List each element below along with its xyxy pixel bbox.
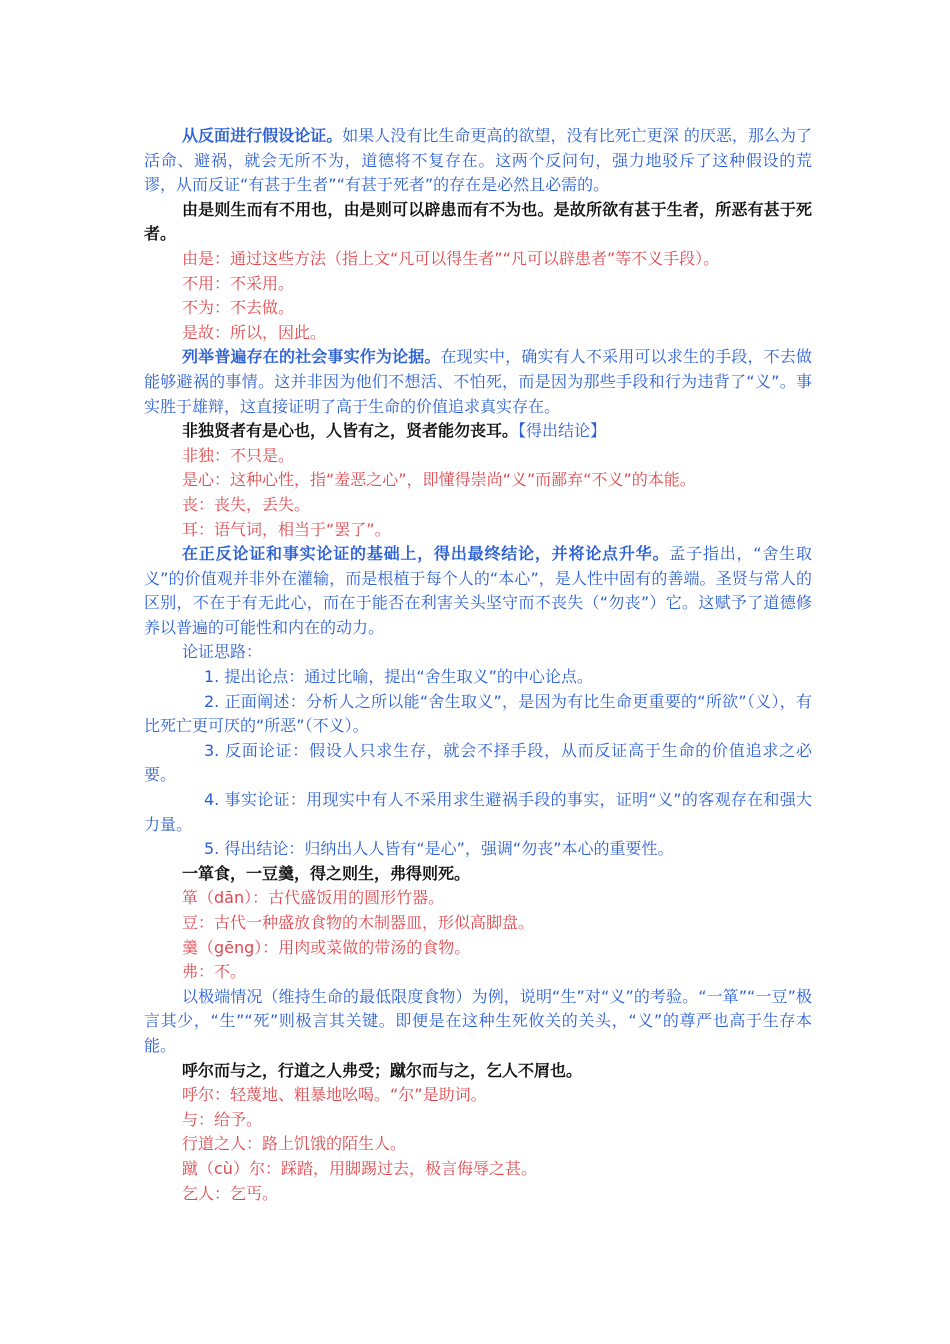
text-run: 豆：古代一种盛放食物的木制器皿，形似高脚盘。	[182, 913, 535, 932]
paragraph	[144, 296, 812, 321]
paragraph	[144, 739, 812, 788]
paragraph	[144, 837, 812, 862]
text-run: 呼尔而与之，行道之人弗受；蹴尔而与之，乞人不屑也。	[182, 1060, 583, 1080]
text-run: 是故：所以，因此。	[182, 322, 327, 342]
text-run: 一箪食，一豆羹，得之则生，弗得则死。	[182, 863, 471, 883]
text-run: 5. 得出结论：归纳出人人皆有“是心”，强调“勿丧”本心的重要性。	[204, 839, 674, 859]
text-run: 非独贤者有是心也，人皆有之，贤者能勿丧耳。	[182, 421, 519, 441]
paragraph	[144, 1059, 812, 1084]
text-run: 【得出结论】	[518, 421, 607, 441]
document-body	[144, 124, 812, 1206]
paragraph	[144, 640, 812, 665]
text-run: 蹴（cù）尔：踩踏，用脚踢过去，极言侮辱之甚。	[182, 1158, 537, 1178]
paragraph	[144, 345, 812, 419]
text-run: 羹（gēng）：用肉或菜做的带汤的食物。	[182, 937, 471, 957]
paragraph	[144, 886, 812, 911]
text-run: 如果人没有比生命更高的欲望，没有比死亡更深 的厌恶，那么为了活命、避祸，就会无所不为，道德将不复存在。这两个反问句，强力地驳斥了这种假设的荒谬，从而反证“有甚于生者”“有甚于死者”的存在是必然且必需的。	[144, 126, 812, 195]
text-run: 呼尔：轻蔑地、粗暴地吆喝。“尔”是助词。	[182, 1085, 487, 1105]
text-run: 4. 事实论证：用现实中有人不采用求生避祸手段的事实，证明“义”的客观存在和强大力量。	[144, 790, 812, 834]
text-run: 弗：不。	[182, 962, 247, 982]
text-run: 从反面进行假设论证。	[182, 126, 343, 145]
text-run: 论证思路：	[182, 642, 263, 662]
paragraph	[144, 542, 812, 640]
paragraph	[144, 1108, 812, 1133]
paragraph	[144, 1157, 812, 1182]
text-run: 丧：丧失，丢失。	[182, 494, 311, 514]
text-run: 1. 提出论点：通过比喻，提出“舍生取义”的中心论点。	[204, 667, 593, 687]
paragraph	[144, 247, 812, 272]
text-run: 以极端情况（维持生命的最低限度食物）为例，说明“生”对“义”的考验。“一箪”“一豆”极言其少，“生”“死”则极言其关键。即便是在这种生死攸关的关头，“义”的尊严也高于生存本能。	[144, 986, 812, 1055]
paragraph	[144, 198, 812, 247]
paragraph	[144, 321, 812, 346]
text-run: 不用：不采用。	[182, 273, 295, 293]
paragraph	[144, 493, 812, 518]
paragraph	[144, 690, 812, 739]
text-run: 不为：不去做。	[182, 298, 295, 318]
text-run: 在正反论证和事实论证的基础上，得出最终结论，并将论点升华。	[182, 544, 670, 564]
paragraph	[144, 468, 812, 493]
text-run: 3. 反面论证：假设人只求生存，就会不择手段，从而反证高于生命的价值追求之必要。	[144, 740, 812, 785]
text-run: 乞人：乞丐。	[182, 1183, 279, 1203]
text-run: 是心：这种心性，指“羞恶之心”，即懂得崇尚“义”而鄙弃“不义”的本能。	[182, 470, 696, 490]
text-run: 2. 正面阐述：分析人之所以能“舍生取义”，是因为有比生命更重要的“所欲”（义），有比死亡更可厌的“所恶”（不义）。	[144, 691, 812, 736]
paragraph	[144, 272, 812, 297]
text-run: 由是则生而有不用也，由是则可以辟患而有不为也。是故所欲有甚于生者，所恶有甚于死者。	[144, 199, 812, 244]
paragraph	[144, 911, 812, 936]
paragraph	[144, 1182, 812, 1207]
text-run: 与：给予。	[182, 1109, 263, 1129]
paragraph	[144, 518, 812, 543]
paragraph	[144, 444, 812, 469]
paragraph	[144, 665, 812, 690]
paragraph	[144, 960, 812, 985]
text-run: 在现实中，确实有人不采用可以求生的手段，不去做能够避祸的事情。这并非因为他们不想活、不怕死，而是因为那些手段和行为违背了“义”。事实胜于雄辩，这直接证明了高于生命的价值追求真实存在。	[144, 347, 812, 416]
text-run: 箪（dān）：古代盛饭用的圆形竹器。	[182, 888, 445, 908]
text-run: 由是：通过这些方法（指上文“凡可以得生者”“凡可以辟患者”等不义手段）。	[182, 248, 720, 268]
paragraph	[144, 419, 812, 444]
paragraph	[144, 862, 812, 887]
text-run: 非独：不只是。	[182, 445, 295, 465]
text-run: 行道之人：路上饥饿的陌生人。	[182, 1134, 407, 1154]
paragraph	[144, 1132, 812, 1157]
paragraph	[144, 1083, 812, 1108]
text-run: 列举普遍存在的社会事实作为论据。	[182, 347, 441, 367]
text-run: 耳：语气词，相当于“罢了”。	[182, 519, 391, 539]
paragraph	[144, 985, 812, 1059]
paragraph	[144, 936, 812, 961]
text-run: 孟子指出，“舍生取义”的价值观并非外在灌输，而是根植于每个人的“本心”，是人性中固有的善端。圣贤与常人的区别，不在于有无此心，而在于能否在利害关头坚守而不丧失（“勿丧”）它。这赋予了道德修养以普遍的可能性和内在的动力。	[144, 544, 812, 637]
paragraph	[144, 124, 812, 198]
paragraph	[144, 788, 812, 837]
